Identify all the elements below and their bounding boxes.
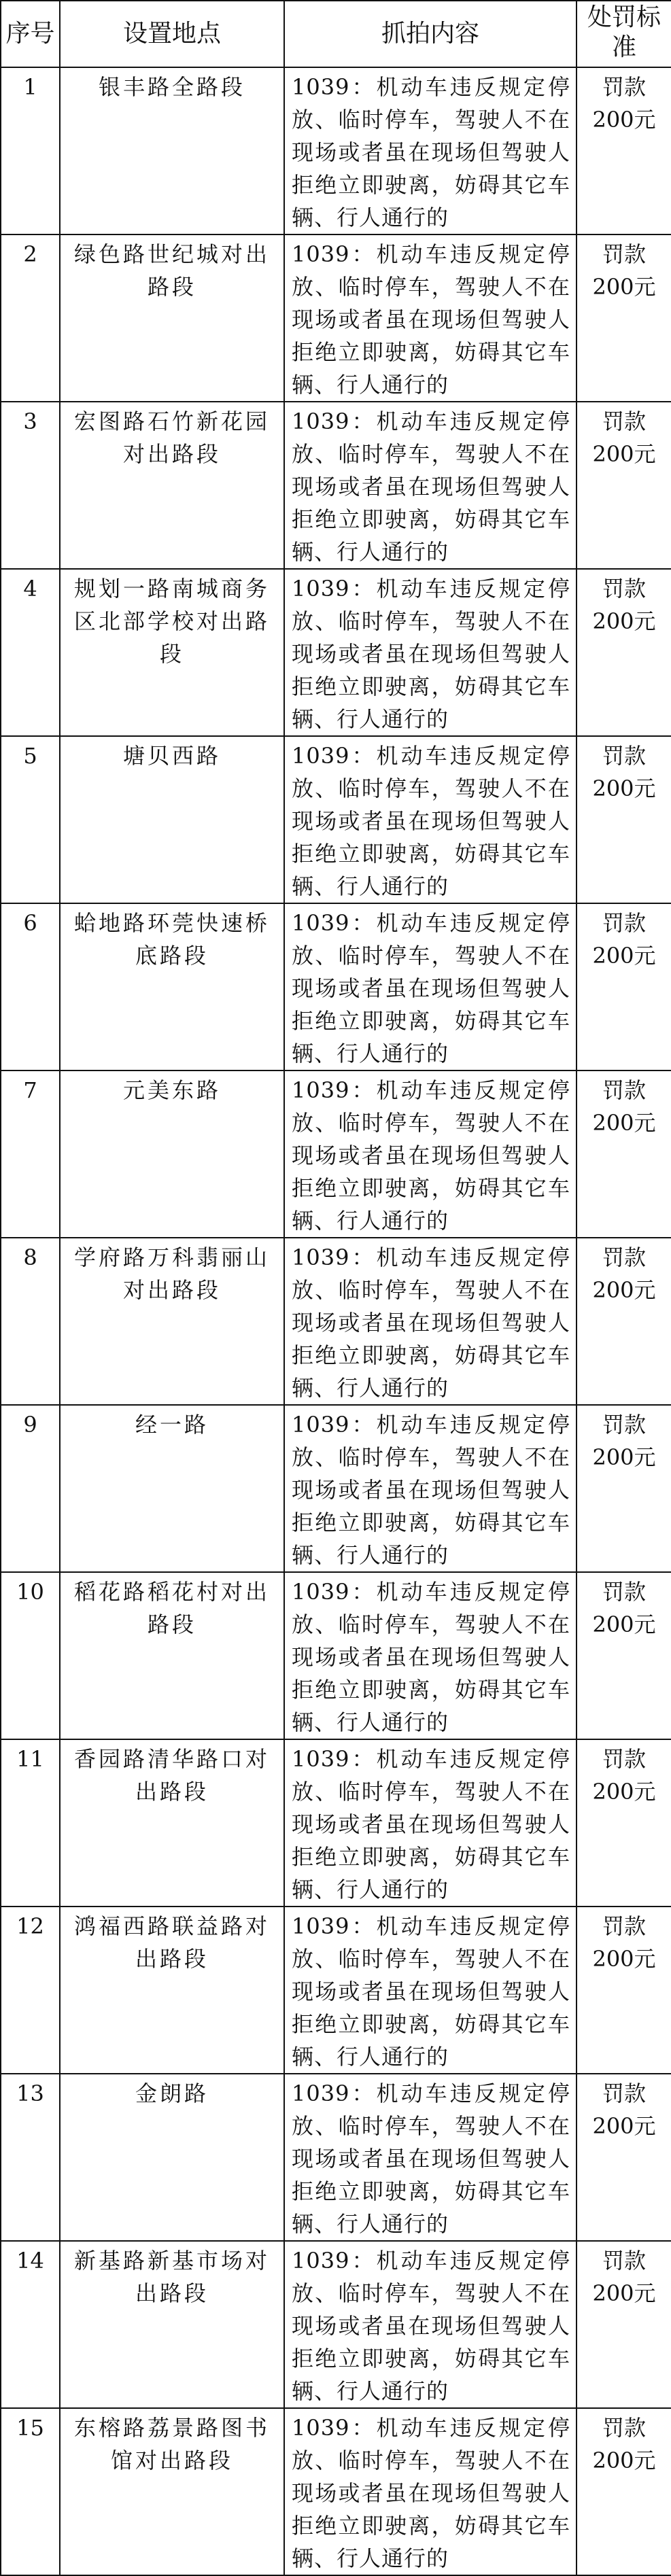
penalty-label: 罚款 [602, 743, 646, 769]
penalty-amount: 200元 [592, 943, 656, 969]
cell-seq: 11 [1, 1739, 60, 1907]
penalty-label: 罚款 [602, 1746, 646, 1772]
table-row [1, 2074, 671, 2241]
header-seq: 序号 [1, 1, 60, 67]
penalty-label: 罚款 [602, 2248, 646, 2274]
cell-penalty [577, 67, 671, 234]
cell-penalty [577, 234, 671, 402]
cell-penalty [577, 1238, 671, 1405]
cell-capture: 1039：机动车违反规定停放、临时停车，驾驶人不在现场或者虽在现场但驾驶人拒绝立即驶离，妨碍其它车辆、行人通行的 [284, 67, 577, 234]
penalty-label: 罚款 [602, 74, 646, 100]
penalty-label: 罚款 [602, 2081, 646, 2106]
table-row [1, 569, 671, 736]
penalty-amount: 200元 [592, 1110, 656, 1136]
penalty-amount: 200元 [592, 441, 656, 467]
cell-capture: 1039：机动车违反规定停放、临时停车，驾驶人不在现场或者虽在现场但驾驶人拒绝立即驶离，妨碍其它车辆、行人通行的 [284, 569, 577, 736]
cell-penalty [577, 736, 671, 903]
cell-seq: 4 [1, 569, 60, 736]
cell-seq: 3 [1, 402, 60, 569]
cell-location: 经一路 [60, 1405, 284, 1572]
cell-seq: 7 [1, 1071, 60, 1238]
header-location: 设置地点 [60, 1, 284, 67]
cell-capture: 1039：机动车违反规定停放、临时停车，驾驶人不在现场或者虽在现场但驾驶人拒绝立即驶离，妨碍其它车辆、行人通行的 [284, 1405, 577, 1572]
penalty-amount: 200元 [592, 776, 656, 801]
cell-location: 新基路新基市场对出路段 [60, 2241, 284, 2408]
penalty-label: 罚款 [602, 1245, 646, 1270]
penalty-label: 罚款 [602, 1579, 646, 1605]
cell-location: 金朗路 [60, 2074, 284, 2241]
header-penalty: 处罚标准 [577, 1, 671, 67]
cell-location: 稻花路稻花村对出路段 [60, 1572, 284, 1739]
cell-capture: 1039：机动车违反规定停放、临时停车，驾驶人不在现场或者虽在现场但驾驶人拒绝立即驶离，妨碍其它车辆、行人通行的 [284, 736, 577, 903]
table-row [1, 67, 671, 234]
cell-penalty [577, 2074, 671, 2241]
table-row [1, 1739, 671, 1907]
cell-penalty [577, 2408, 671, 2575]
table-row [1, 402, 671, 569]
header-row [1, 1, 671, 67]
table-row [1, 903, 671, 1071]
cell-capture: 1039：机动车违反规定停放、临时停车，驾驶人不在现场或者虽在现场但驾驶人拒绝立即驶离，妨碍其它车辆、行人通行的 [284, 2241, 577, 2408]
table-row [1, 1907, 671, 2074]
table-row [1, 736, 671, 903]
cell-penalty [577, 402, 671, 569]
penalty-label: 罚款 [602, 408, 646, 434]
cell-capture: 1039：机动车违反规定停放、临时停车，驾驶人不在现场或者虽在现场但驾驶人拒绝立即驶离，妨碍其它车辆、行人通行的 [284, 903, 577, 1071]
cell-seq: 5 [1, 736, 60, 903]
cell-location: 学府路万科翡丽山对出路段 [60, 1238, 284, 1405]
cell-capture: 1039：机动车违反规定停放、临时停车，驾驶人不在现场或者虽在现场但驾驶人拒绝立即驶离，妨碍其它车辆、行人通行的 [284, 1907, 577, 2074]
cell-location: 鸿福西路联益路对出路段 [60, 1907, 284, 2074]
penalty-amount: 200元 [592, 107, 656, 133]
cell-penalty [577, 903, 671, 1071]
penalty-amount: 200元 [592, 1612, 656, 1637]
penalty-amount: 200元 [592, 1779, 656, 1805]
cell-seq: 15 [1, 2408, 60, 2575]
penalty-amount: 200元 [592, 1946, 656, 1972]
penalty-label: 罚款 [602, 241, 646, 267]
penalty-amount: 200元 [592, 2448, 656, 2473]
cell-capture: 1039：机动车违反规定停放、临时停车，驾驶人不在现场或者虽在现场但驾驶人拒绝立即驶离，妨碍其它车辆、行人通行的 [284, 2408, 577, 2575]
cell-penalty [577, 1071, 671, 1238]
table-row [1, 1405, 671, 1572]
table-row [1, 1238, 671, 1405]
cell-capture: 1039：机动车违反规定停放、临时停车，驾驶人不在现场或者虽在现场但驾驶人拒绝立即驶离，妨碍其它车辆、行人通行的 [284, 1238, 577, 1405]
header-capture: 抓拍内容 [284, 1, 577, 67]
penalty-amount: 200元 [592, 2113, 656, 2139]
cell-capture: 1039：机动车违反规定停放、临时停车，驾驶人不在现场或者虽在现场但驾驶人拒绝立即驶离，妨碍其它车辆、行人通行的 [284, 1071, 577, 1238]
penalty-label: 罚款 [602, 1077, 646, 1103]
cell-seq: 2 [1, 234, 60, 402]
table-row [1, 2241, 671, 2408]
table-row [1, 234, 671, 402]
cell-seq: 12 [1, 1907, 60, 2074]
penalty-amount: 200元 [592, 274, 656, 300]
cell-seq: 13 [1, 2074, 60, 2241]
cell-penalty [577, 1572, 671, 1739]
cell-penalty [577, 2241, 671, 2408]
cell-seq: 9 [1, 1405, 60, 1572]
cell-capture: 1039：机动车违反规定停放、临时停车，驾驶人不在现场或者虽在现场但驾驶人拒绝立即驶离，妨碍其它车辆、行人通行的 [284, 2074, 577, 2241]
cell-location: 香园路清华路口对出路段 [60, 1739, 284, 1907]
cell-seq: 14 [1, 2241, 60, 2408]
table-row [1, 1572, 671, 1739]
cell-penalty [577, 569, 671, 736]
penalty-amount: 200元 [592, 608, 656, 634]
cell-capture: 1039：机动车违反规定停放、临时停车，驾驶人不在现场或者虽在现场但驾驶人拒绝立即驶离，妨碍其它车辆、行人通行的 [284, 402, 577, 569]
cell-capture: 1039：机动车违反规定停放、临时停车，驾驶人不在现场或者虽在现场但驾驶人拒绝立即驶离，妨碍其它车辆、行人通行的 [284, 234, 577, 402]
penalty-amount: 200元 [592, 2280, 656, 2306]
cell-location: 宏图路石竹新花园对出路段 [60, 402, 284, 569]
cell-location: 绿色路世纪城对出路段 [60, 234, 284, 402]
penalty-label: 罚款 [602, 910, 646, 936]
cell-seq: 1 [1, 67, 60, 234]
cell-location: 规划一路南城商务区北部学校对出路段 [60, 569, 284, 736]
cell-location: 塘贝西路 [60, 736, 284, 903]
cell-seq: 8 [1, 1238, 60, 1405]
penalty-label: 罚款 [602, 1913, 646, 1939]
cell-capture: 1039：机动车违反规定停放、临时停车，驾驶人不在现场或者虽在现场但驾驶人拒绝立即驶离，妨碍其它车辆、行人通行的 [284, 1739, 577, 1907]
table-row [1, 1071, 671, 1238]
cell-location: 蛤地路环莞快速桥底路段 [60, 903, 284, 1071]
penalty-amount: 200元 [592, 1277, 656, 1303]
cell-location: 东榕路荔景路图书馆对出路段 [60, 2408, 284, 2575]
table-row [1, 2408, 671, 2575]
cell-location: 元美东路 [60, 1071, 284, 1238]
penalty-amount: 200元 [592, 1444, 656, 1470]
cell-penalty [577, 1739, 671, 1907]
penalty-label: 罚款 [602, 2415, 646, 2441]
cell-location: 银丰路全路段 [60, 67, 284, 234]
penalty-label: 罚款 [602, 576, 646, 602]
cell-seq: 6 [1, 903, 60, 1071]
cell-capture: 1039：机动车违反规定停放、临时停车，驾驶人不在现场或者虽在现场但驾驶人拒绝立即驶离，妨碍其它车辆、行人通行的 [284, 1572, 577, 1739]
cell-seq: 10 [1, 1572, 60, 1739]
penalty-label: 罚款 [602, 1412, 646, 1438]
cell-penalty [577, 1907, 671, 2074]
cell-penalty [577, 1405, 671, 1572]
